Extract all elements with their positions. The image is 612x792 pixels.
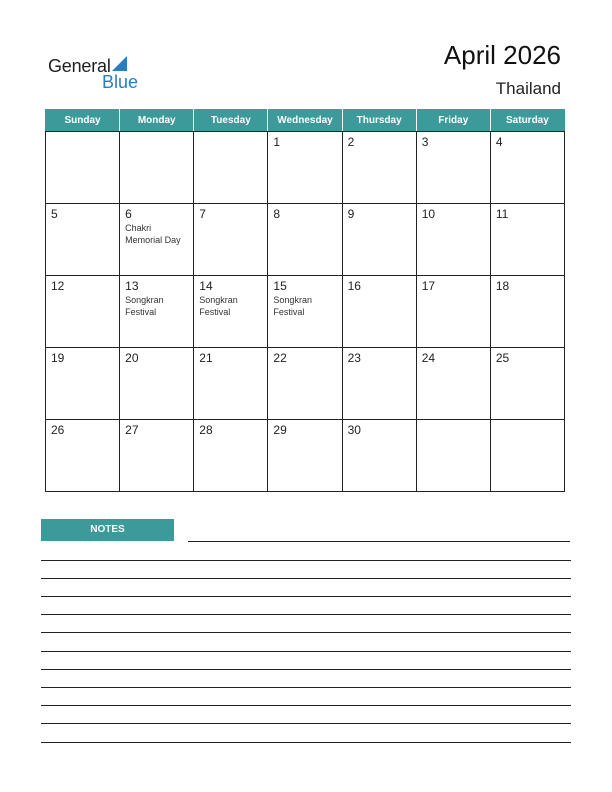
calendar-day-cell	[342, 204, 416, 276]
day-number: 21	[199, 351, 213, 365]
calendar-week-row	[46, 348, 565, 420]
day-number: 13	[125, 279, 139, 293]
day-number: 16	[347, 279, 361, 293]
calendar-day-cell	[416, 276, 490, 348]
day-number: 26	[51, 423, 65, 437]
calendar-day-cell	[490, 348, 564, 420]
calendar-week-row	[46, 276, 565, 348]
calendar-day-cell	[416, 420, 490, 492]
calendar-week-row	[46, 204, 565, 276]
day-number: 7	[199, 207, 206, 221]
calendar-day-cell	[490, 276, 564, 348]
note-line	[188, 541, 570, 542]
calendar-day-cell	[416, 204, 490, 276]
day-number: 1	[273, 135, 281, 149]
brand-logo	[48, 52, 148, 94]
weekday-header: Wednesday	[268, 109, 342, 132]
day-number: 4	[495, 135, 503, 149]
calendar-day-cell	[342, 348, 416, 420]
calendar-day-cell	[46, 276, 120, 348]
calendar-day-cell	[46, 132, 120, 204]
calendar-week-row	[46, 132, 565, 204]
day-number: 18	[495, 279, 510, 293]
day-number: 29	[273, 423, 287, 437]
note-line	[41, 560, 571, 561]
calendar-day-cell	[120, 348, 194, 420]
calendar-day-cell	[194, 276, 268, 348]
note-line	[41, 651, 571, 652]
calendar-day-cell	[416, 132, 490, 204]
calendar-day-cell	[194, 348, 268, 420]
calendar-day-cell	[268, 132, 342, 204]
calendar-day-cell	[120, 276, 194, 348]
calendar-day-cell	[194, 420, 268, 492]
note-line	[41, 632, 571, 633]
calendar-day-cell	[268, 348, 342, 420]
calendar-day-cell	[490, 132, 564, 204]
day-number: 8	[273, 207, 281, 221]
calendar-day-cell	[120, 420, 194, 492]
weekday-header-row	[46, 109, 565, 132]
calendar-day-cell	[46, 204, 120, 276]
calendar-day-cell	[120, 132, 194, 204]
holiday-label: Songkran Festival	[273, 295, 312, 317]
calendar-day-cell	[342, 420, 416, 492]
calendar-day-cell	[46, 348, 120, 420]
note-line	[41, 669, 571, 670]
brand-blue-text: Blue	[102, 72, 139, 92]
calendar-day-cell	[268, 204, 342, 276]
day-number: 9	[347, 207, 355, 221]
weekday-header: Sunday	[46, 109, 120, 132]
notes-label: NOTES	[41, 519, 174, 541]
note-line	[41, 723, 571, 724]
calendar-day-cell	[268, 276, 342, 348]
calendar-day-cell	[194, 132, 268, 204]
day-number: 27	[125, 423, 139, 437]
day-number: 30	[347, 423, 361, 437]
weekday-header: Friday	[416, 109, 490, 132]
note-line	[41, 705, 571, 706]
day-number: 15	[273, 279, 287, 293]
day-number: 19	[51, 351, 65, 365]
calendar-day-cell	[416, 348, 490, 420]
note-line	[41, 742, 571, 743]
day-number: 20	[125, 351, 139, 365]
day-number: 12	[51, 279, 65, 293]
calendar-day-cell	[268, 420, 342, 492]
weekday-header: Monday	[120, 109, 194, 132]
holiday-label: Songkran Festival	[125, 295, 164, 317]
day-number: 25	[495, 351, 510, 365]
note-line	[41, 578, 571, 579]
day-number: 17	[421, 279, 436, 293]
country-name: Thailand	[495, 79, 561, 98]
day-number: 23	[347, 351, 361, 365]
month-title: April 2026	[443, 40, 561, 70]
brand-general-text: General	[48, 56, 111, 76]
day-number: 14	[199, 279, 213, 293]
calendar-body	[46, 132, 565, 492]
weekday-header: Thursday	[342, 109, 416, 132]
note-line	[41, 596, 571, 597]
day-number: 22	[273, 351, 287, 365]
day-number: 5	[51, 207, 58, 221]
calendar-day-cell	[342, 132, 416, 204]
day-number: 28	[199, 423, 213, 437]
note-line	[41, 614, 571, 615]
day-number: 11	[495, 207, 509, 221]
calendar-day-cell	[194, 204, 268, 276]
day-number: 6	[125, 207, 132, 221]
day-number: 10	[421, 207, 436, 221]
calendar-grid	[45, 109, 565, 492]
day-number: 2	[347, 135, 355, 149]
brand-triangle-icon	[110, 54, 128, 72]
calendar-day-cell	[490, 204, 564, 276]
weekday-header: Saturday	[490, 109, 564, 132]
calendar-day-cell	[342, 276, 416, 348]
holiday-label: Songkran Festival	[199, 295, 238, 317]
day-number: 24	[421, 351, 436, 365]
holiday-label: Chakri Memorial Day	[125, 223, 181, 245]
calendar-week-row	[46, 420, 565, 492]
calendar-day-cell	[46, 420, 120, 492]
weekday-header: Tuesday	[194, 109, 268, 132]
note-line	[41, 687, 571, 688]
day-number: 3	[421, 135, 429, 149]
calendar-day-cell	[490, 420, 564, 492]
calendar-day-cell	[120, 204, 194, 276]
